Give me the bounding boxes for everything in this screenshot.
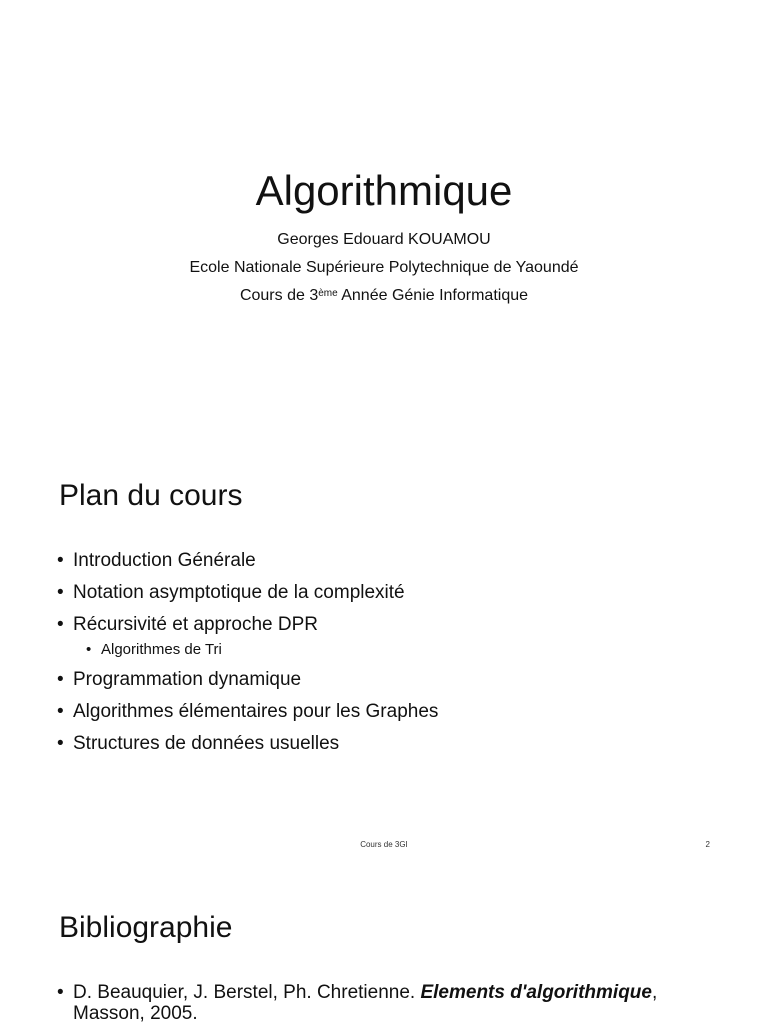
school-name: Ecole Nationale Supérieure Polytechnique de Yaoundé <box>189 259 579 276</box>
course-superscript: ème <box>318 288 338 299</box>
list-item: • Notation asymptotique de la complexité <box>57 581 438 605</box>
title-slide <box>0 0 768 430</box>
list-item: • Introduction Générale <box>57 549 438 573</box>
slide-title: Bibliographie <box>59 911 233 944</box>
page-number: 2 <box>705 840 710 849</box>
course-suffix: Année Génie Informatique <box>337 287 529 304</box>
course-line <box>0 286 768 306</box>
reference-list <box>57 982 717 1024</box>
slide-title: Algorithmique <box>255 167 513 214</box>
plan-slide <box>0 430 768 860</box>
slide-footer: Cours de 3GI <box>360 840 408 849</box>
sub-list-item: • Algorithmes de Tri <box>86 640 438 660</box>
list-item: • Récursivité et approche DPR <box>57 613 438 637</box>
course-prefix: Cours de 3 <box>239 287 319 304</box>
reference-item <box>57 982 717 1024</box>
list-item: • Algorithmes élémentaires pour les Graphes <box>57 700 438 724</box>
list-item: • Structures de données usuelles <box>57 732 438 756</box>
slide-title: Plan du cours <box>59 479 243 512</box>
list-item: • Programmation dynamique <box>57 668 438 692</box>
plan-list <box>57 549 438 756</box>
reference-title: Elements d'algorithmique <box>420 982 652 1003</box>
bibliography-slide <box>0 860 768 1024</box>
reference-publisher: , Masson, 2005. <box>73 982 658 1024</box>
author-name: Georges Edouard KOUAMOU <box>277 231 491 248</box>
reference-authors: D. Beauquier, J. Berstel, Ph. Chretienne. <box>73 982 421 1003</box>
